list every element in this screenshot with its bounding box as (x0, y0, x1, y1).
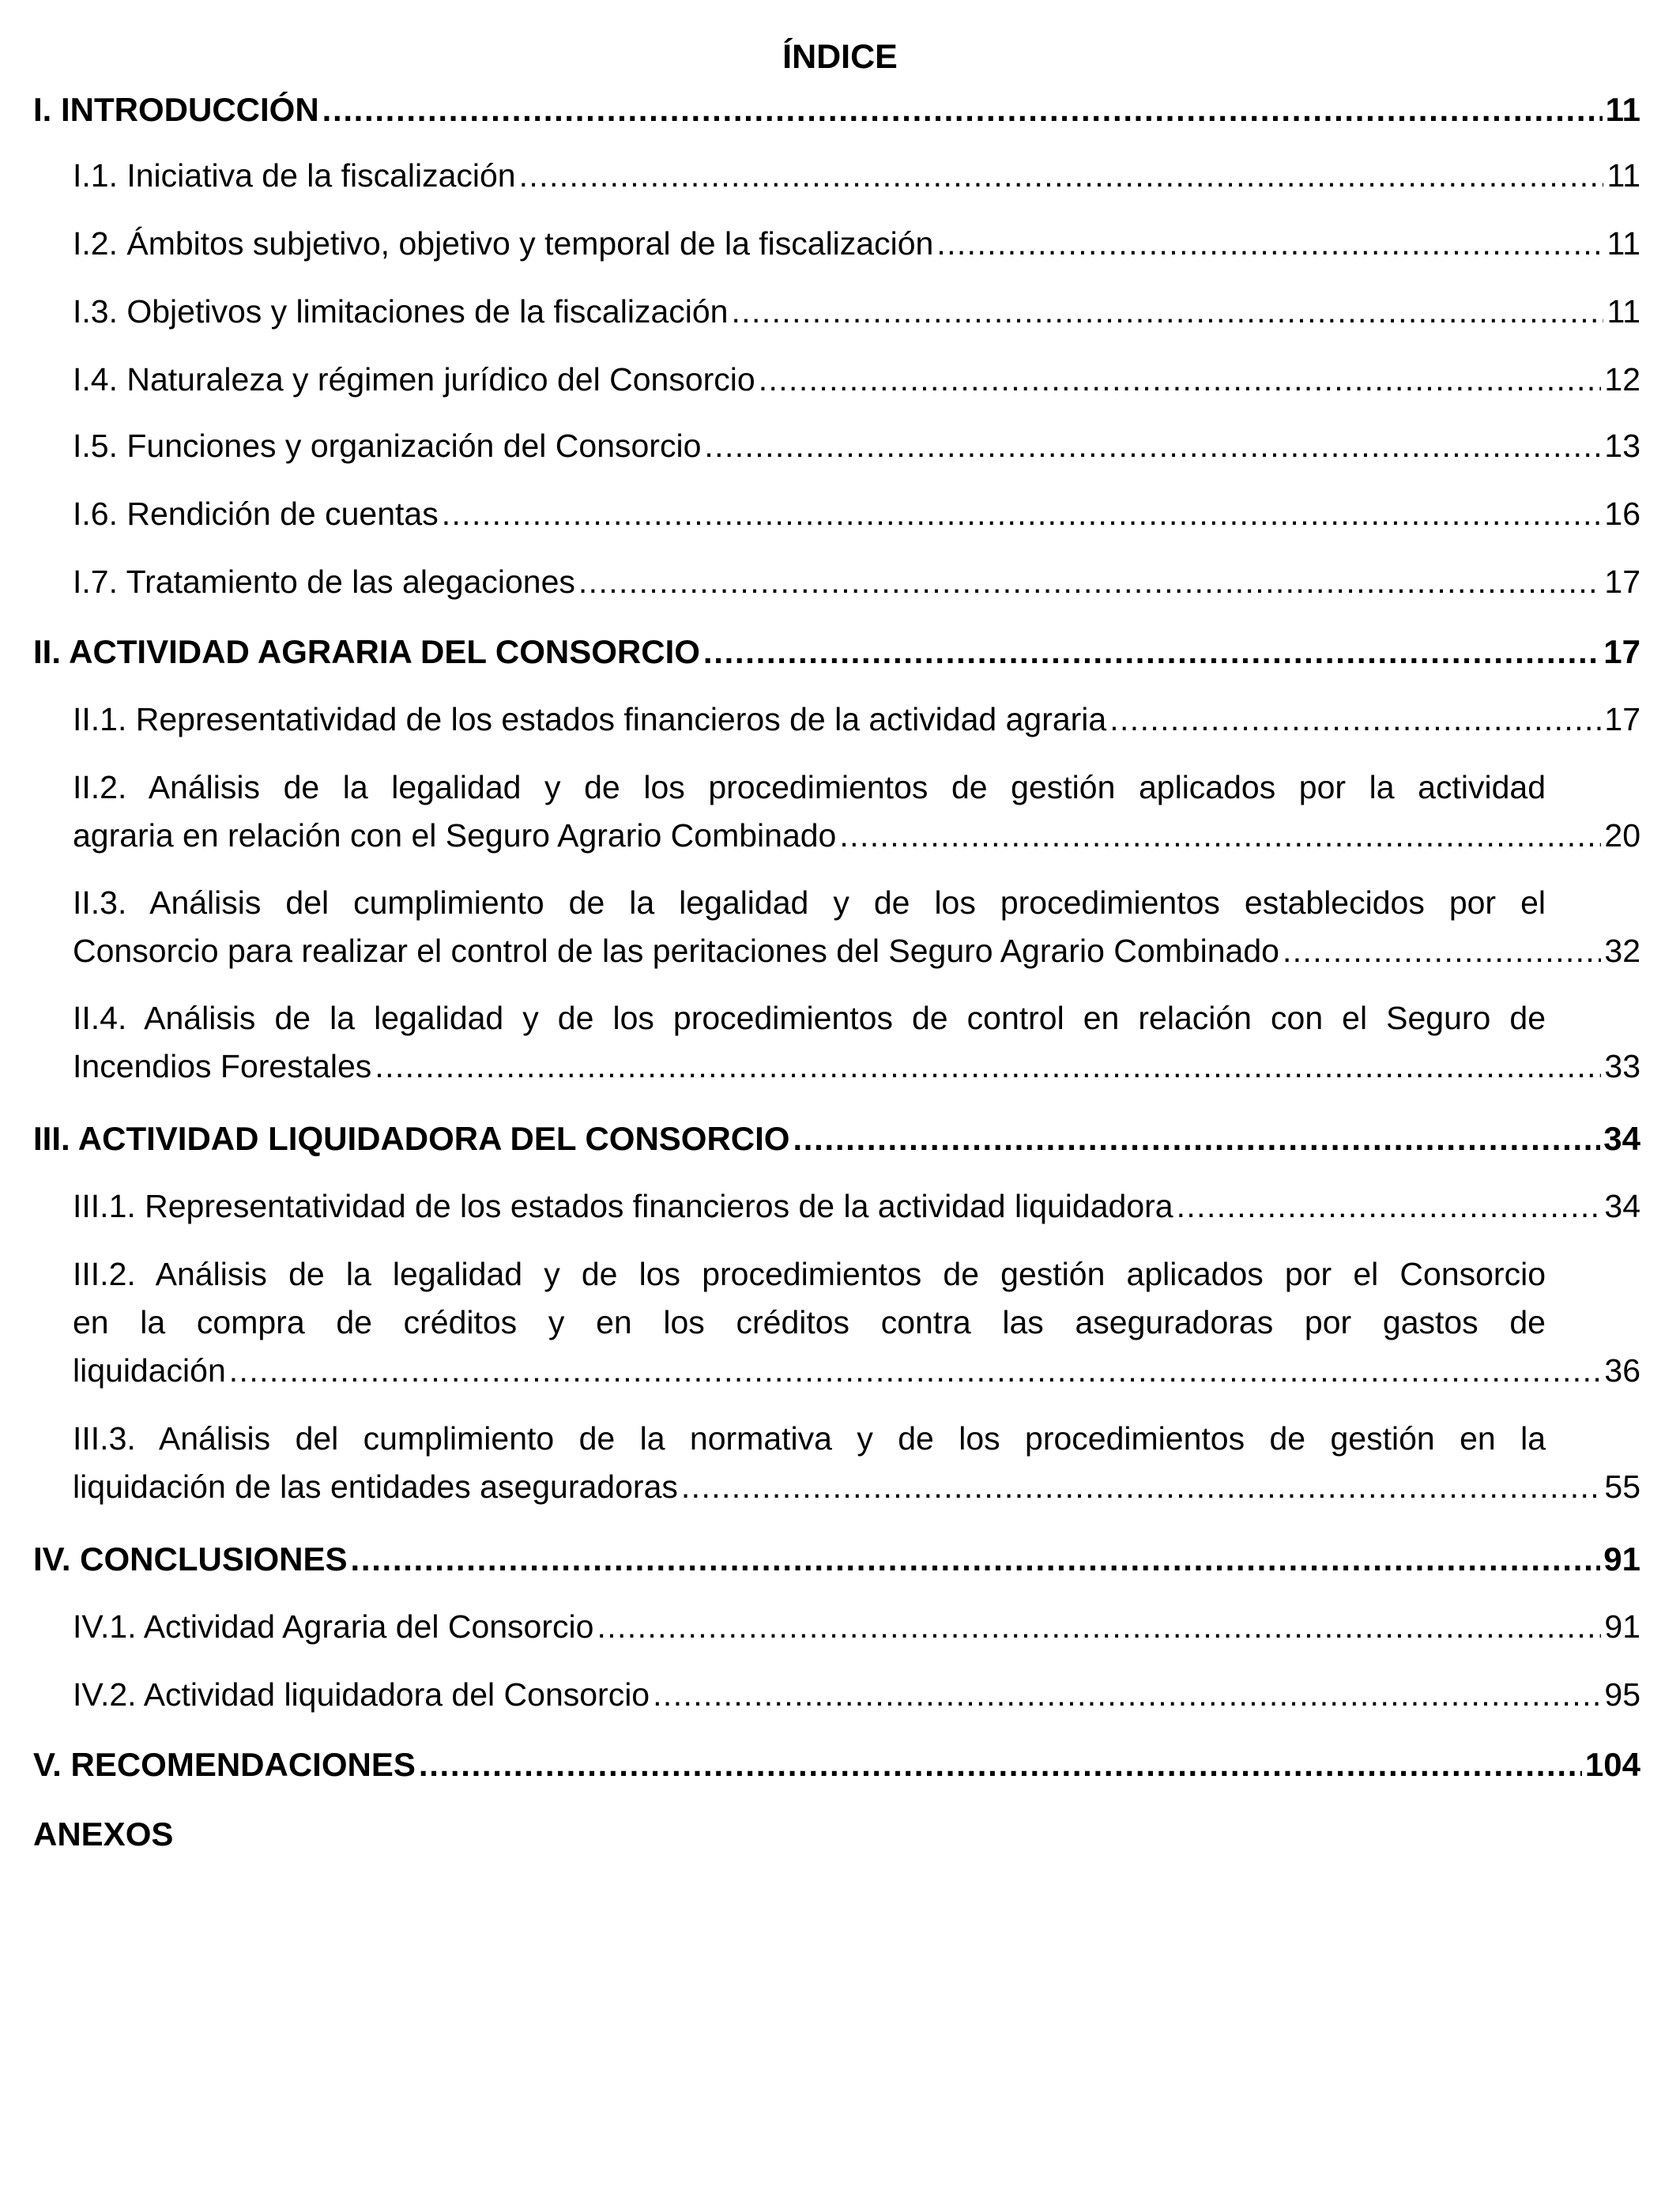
toc-entry[interactable] (73, 490, 1640, 538)
toc-page-number: 11 (1607, 293, 1640, 330)
page-title: ÍNDICE (782, 38, 898, 76)
toc-entry[interactable] (73, 1182, 1640, 1231)
toc-entry-line (73, 558, 1640, 606)
toc-entry[interactable] (73, 1250, 1640, 1395)
dot-leader (229, 1347, 1602, 1395)
toc-entry[interactable] (73, 763, 1640, 860)
toc-entry-line (73, 812, 1640, 860)
toc-entry[interactable] (73, 1415, 1640, 1511)
toc-entry-title: liquidación de las entidades aseguradoras (73, 1468, 678, 1505)
toc-page-number: 33 (1604, 1048, 1640, 1084)
toc-entry[interactable] (33, 85, 1640, 134)
toc-page-number: 55 (1604, 1468, 1640, 1505)
toc-entry[interactable] (33, 1535, 1640, 1583)
dot-leader (375, 1042, 1601, 1091)
toc-page-number: 17 (1604, 701, 1640, 737)
dot-leader (1283, 927, 1601, 975)
dot-leader (578, 558, 1602, 606)
toc-page-number: 104 (1584, 1746, 1640, 1783)
toc-page-number: 13 (1604, 428, 1640, 464)
toc-entry-title: I.3. Objetivos y limitaciones de la fiscalización (73, 293, 729, 330)
toc-entry[interactable] (73, 696, 1640, 744)
toc-page-number: 11 (1605, 91, 1640, 128)
toc-entry[interactable] (33, 1740, 1640, 1789)
toc-entry-title: I.4. Naturaleza y régimen jurídico del Consorcio (73, 361, 755, 398)
dot-leader (322, 85, 1603, 134)
toc-page-number: 91 (1603, 1540, 1640, 1578)
toc-entry-title: III. ACTIVIDAD LIQUIDADORA DEL CONSORCIO (33, 1120, 790, 1157)
toc-entry-line (73, 927, 1640, 975)
toc-page-number: 36 (1604, 1352, 1640, 1389)
toc-entry[interactable] (73, 1603, 1640, 1651)
dot-leader (839, 812, 1601, 860)
toc-entry-line (73, 152, 1640, 200)
dot-leader (442, 490, 1602, 538)
toc-entry-title: agraria en relación con el Seguro Agrario Combinado (73, 817, 837, 854)
toc-page-number: 17 (1604, 564, 1640, 600)
toc-entry-title: IV. CONCLUSIONES (33, 1540, 348, 1578)
toc-entry-line (33, 1740, 1640, 1789)
dot-leader (759, 356, 1602, 404)
toc-page-number: 17 (1603, 633, 1640, 670)
toc-entry-title: IV.1. Actividad Agraria del Consorcio (73, 1608, 594, 1645)
toc-entry-title: V. RECOMENDACIONES (33, 1746, 416, 1783)
toc-entry-title: Consorcio para realizar el control de las peritaciones del Seguro Agrario Combinado (73, 933, 1279, 969)
toc-entry-line (33, 85, 1640, 134)
toc-page-number: 34 (1604, 1188, 1640, 1224)
toc-entry-line (73, 1182, 1640, 1231)
toc-entry-line: II.4. Análisis de la legalidad y de los procedimientos de control en relación con el Seguro de (73, 1000, 1546, 1036)
dot-leader (731, 288, 1603, 336)
toc-entry-line (73, 422, 1640, 470)
toc-entry[interactable] (73, 288, 1640, 336)
toc-entry-line (73, 1603, 1640, 1651)
toc-page-number: 11 (1607, 157, 1640, 194)
toc-entry-line (33, 1114, 1640, 1163)
toc-entry-line (73, 356, 1640, 404)
toc-entry-line (33, 628, 1640, 676)
dot-leader (519, 152, 1604, 200)
toc-page-number: 32 (1604, 933, 1640, 969)
toc-entry-line: III.3. Análisis del cumplimiento de la normativa y de los procedimientos de gestión en la (73, 1420, 1546, 1457)
toc-entry-title: I. INTRODUCCIÓN (33, 91, 319, 128)
toc-entry-line (73, 220, 1640, 268)
dot-leader (597, 1603, 1601, 1651)
toc-entry-line (73, 490, 1640, 538)
dot-leader (1177, 1182, 1602, 1231)
toc-page-number: 11 (1607, 225, 1640, 262)
toc-entry[interactable] (73, 994, 1640, 1091)
toc-entry-line (73, 1042, 1640, 1091)
toc-entry-title: IV.2. Actividad liquidadora del Consorcio (73, 1676, 650, 1713)
toc-entry-line (73, 696, 1640, 744)
toc-entry-title: ANEXOS (33, 1815, 174, 1853)
toc-entry-line (73, 1671, 1640, 1719)
toc-entry[interactable] (73, 152, 1640, 200)
toc-entry-line: II.3. Análisis del cumplimiento de la legalidad y de los procedimientos establecidos por el (73, 884, 1546, 921)
toc-entry-line: en la compra de créditos y en los créditos contra las aseguradoras por gastos de (73, 1304, 1546, 1340)
toc-entry-title: I.5. Funciones y organización del Consorcio (73, 428, 702, 464)
toc-entry-title: III.1. Representatividad de los estados financieros de la actividad liquidadora (73, 1188, 1173, 1224)
toc-entry-title: I.2. Ámbitos subjetivo, objetivo y temporal de la fiscalización (73, 225, 934, 262)
toc-entry-title: I.7. Tratamiento de las alegaciones (73, 564, 575, 600)
toc-entry-line: II.2. Análisis de la legalidad y de los procedimientos de gestión aplicados por la actividad (73, 769, 1546, 805)
toc-entry-title: Incendios Forestales (73, 1048, 372, 1084)
toc-entry-title: I.6. Rendición de cuentas (73, 496, 439, 532)
toc-entry[interactable] (33, 628, 1640, 676)
toc-entry-title: II.1. Representatividad de los estados financieros de la actividad agraria (73, 701, 1107, 737)
toc-entry-title: liquidación (73, 1352, 226, 1389)
dot-leader (704, 422, 1601, 470)
toc-entry-line: III.2. Análisis de la legalidad y de los procedimientos de gestión aplicados por el Consorcio (73, 1256, 1546, 1292)
toc-entry[interactable] (33, 1810, 1640, 1858)
toc-entry-line (73, 1463, 1640, 1511)
dot-leader (1109, 696, 1601, 744)
toc-entry-title: II. ACTIVIDAD AGRARIA DEL CONSORCIO (33, 633, 700, 670)
toc-entry[interactable] (73, 1671, 1640, 1719)
toc-entry-line (33, 1535, 1640, 1583)
toc-page-number: 91 (1604, 1608, 1640, 1645)
toc-page-number: 12 (1604, 361, 1640, 398)
toc-entry[interactable] (73, 422, 1640, 470)
dot-leader (793, 1114, 1600, 1163)
toc-entry[interactable] (33, 1114, 1640, 1163)
toc-entry-line (33, 1810, 1640, 1858)
toc-entry[interactable] (73, 879, 1640, 975)
dot-leader (681, 1463, 1602, 1511)
dot-leader (936, 220, 1603, 268)
toc-page-number: 20 (1604, 817, 1640, 854)
toc-entry-title: I.1. Iniciativa de la fiscalización (73, 157, 516, 194)
toc-page-number: 16 (1604, 496, 1640, 532)
dot-leader (703, 628, 1600, 676)
dot-leader (419, 1740, 1582, 1789)
toc-entry-line (73, 288, 1640, 336)
toc-entry[interactable] (73, 220, 1640, 268)
toc-entry[interactable] (73, 558, 1640, 606)
dot-leader (351, 1535, 1601, 1583)
toc-page-number: 95 (1604, 1676, 1640, 1713)
toc-entry[interactable] (73, 356, 1640, 404)
toc-page-number: 34 (1603, 1120, 1640, 1157)
dot-leader (653, 1671, 1601, 1719)
toc-entry-line (73, 1347, 1640, 1395)
